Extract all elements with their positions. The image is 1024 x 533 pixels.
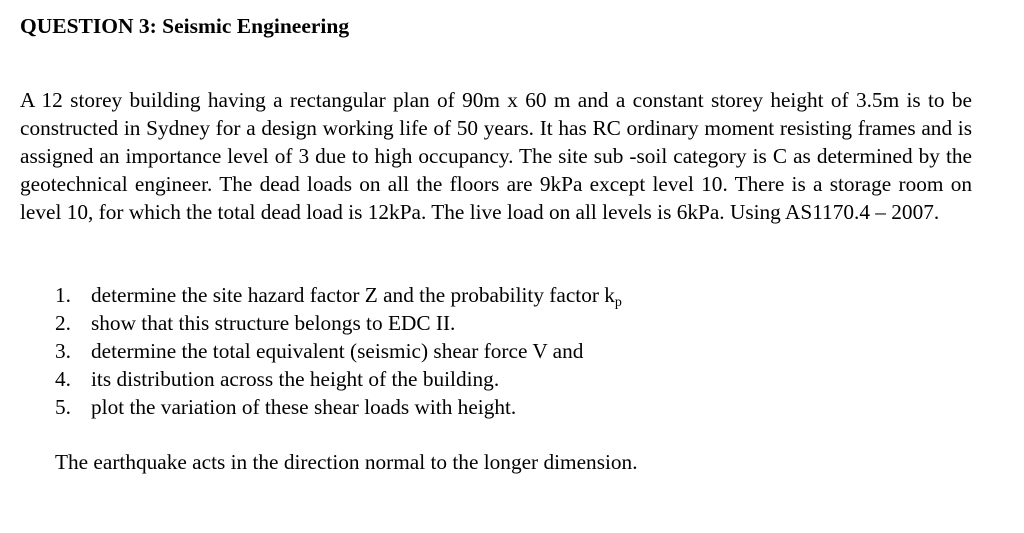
task-text: determine the site hazard factor Z and the probability factor k [91,283,615,307]
task-number: 1. [55,283,71,307]
task-item-5 [55,393,622,421]
direction-note: The earthquake acts in the direction normal to the longer dimension. [55,450,638,474]
task-number: 5. [55,395,71,419]
task-number: 2. [55,311,71,335]
task-number: 4. [55,367,71,391]
task-text: determine the total equivalent (seismic) shear force V and [91,339,584,363]
task-item-2 [55,309,622,337]
task-text: plot the variation of these shear loads with height. [91,395,517,419]
task-subscript: p [614,295,622,310]
problem-statement: A 12 storey building having a rectangular plan of 90m x 60 m and a constant storey height of 3.5m is to be constructed in Sydney for a design working life of 50 years. It has RC ordinary moment resisting frames and is assigned an importance level of 3 due to high occupancy. The site sub -soil category is C as determined by the geotechnical engineer. The dead loads on all the floors are 9kPa except level 10. There is a storage room on level 10, for which the total dead load is 12kPa. The live load on all levels is 6kPa. Using AS1170.4 – 2007. [20,88,972,224]
task-list [55,281,622,421]
task-text: show that this structure belongs to EDC II. [91,311,456,335]
task-item-4 [55,365,622,393]
task-item-3 [55,337,622,365]
task-text: its distribution across the height of the building. [91,367,500,391]
task-item-1 [55,281,622,309]
task-number: 3. [55,339,71,363]
question-heading: QUESTION 3: Seismic Engineering [20,14,350,38]
